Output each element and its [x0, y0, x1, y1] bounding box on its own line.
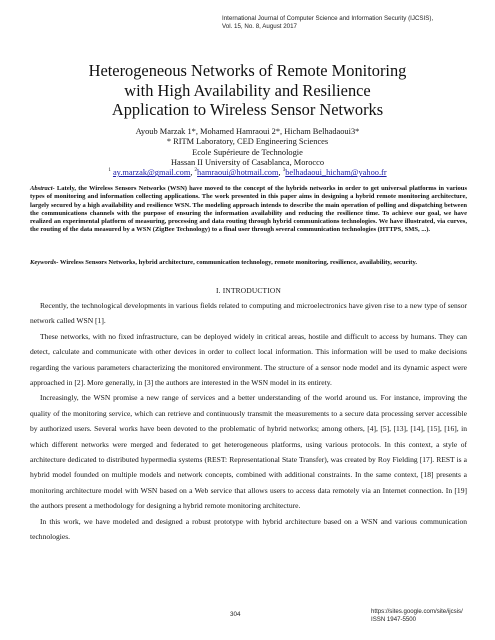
- email-sup-2: 2: [194, 168, 198, 174]
- title-line-2: with High Availability and Resilience: [124, 80, 371, 100]
- paragraph: These networks, with no fixed infrastructure, can be deployed widely in critical areas, hostile and difficult to access by humans. They can detect, calculate and communicate with other devices in order to collect local information. This information will be used to make decisions regarding the various parameters characterizing the monitored environment. The structure of a sensor node model and its dynamic aspect were approached in [2]. More generally, in [3] the authors are interested in the WSN model in its entirety.: [30, 331, 467, 388]
- email-sup-3: 3: [282, 168, 286, 174]
- abstract-text: Lately, the Wireless Sensors Networks (WSN) have moved to the concept of the hybrids networks in order to get universal platforms in various types of monitoring and information collecting applications. The work presented in this paper aims in designing a hybrid remote monitoring architecture, largely secured by a high availability and resilience WSN. The modeling approach intends to describe the main operation of polling and dispatching between the communications channels with the purpose of ensuring the information availability and reducing the resilience time. To achieve our goal, we have realized an experimental platform of measuring, processing and data routing through hybrid communications technologies. We have illustrated, via curves, the routing of the data measured by a WSN (ZigBee Technology) to a final user through several communication technologies (HTTPS, SMS, ...).: [30, 185, 467, 234]
- journal-header: [222, 15, 462, 31]
- keywords-label: Keywords-: [30, 259, 59, 266]
- paper-title: [40, 61, 455, 120]
- title-line-3: Application to Wireless Sensor Networks: [111, 100, 384, 119]
- email-link-2[interactable]: hamraoui@hotmail.com: [197, 168, 279, 178]
- email-link-3[interactable]: belhadaoui_hicham@yahoo.fr: [285, 168, 387, 178]
- abstract: [30, 185, 467, 235]
- footer-site: [371, 608, 481, 624]
- email-link-1[interactable]: ay.marzak@gmail.com: [112, 168, 191, 178]
- affiliation-lab: * RITM Laboratory, CED Engineering Sciences: [166, 137, 329, 147]
- section-heading-introduction: I. INTRODUCTION: [216, 286, 281, 295]
- journal-url[interactable]: https://sites.google.com/site/ijcsis/: [371, 608, 463, 615]
- author-emails: $^1$ ay.marzak@gmail.com, $^2$hamraoui@hotmail.com, $^3$belhadaoui_hicham@yahoo.fr: [108, 168, 387, 178]
- paragraph: Recently, the technological developments in various fields related to computing and microelectronics have given rise to a new type of sensor network called WSN [1].: [30, 301, 467, 326]
- paragraph: In this work, we have modeled and designed a robust prototype with hybrid architecture based on a WSN and various communication technologies.: [30, 516, 467, 542]
- keywords: [30, 259, 467, 267]
- affiliation-school: Ecole Supérieure de Technologie: [192, 147, 303, 157]
- affiliation-university: Hassan II University of Casablanca, Morocco: [170, 157, 325, 167]
- abstract-label: Abstract-: [30, 185, 55, 192]
- author-block: [40, 127, 455, 178]
- issn: ISSN 1947-5500: [371, 616, 417, 623]
- body-text: [30, 298, 467, 545]
- journal-name: International Journal of Computer Science and Information Security (IJCSIS),: [222, 15, 434, 22]
- email-sup-1: 1: [108, 168, 111, 174]
- paragraph: Increasingly, the WSN promise a new range of services and a better understanding of the world around us. For instance, improving the quality of the monitoring service, which can retrieve and continuously transmit the measurements to a secure data processing server accessible by authorized users. Several works have been devoted to the problematic of hybrid networks; among others, [4], [5], [13], [14], [15], [16], in which different networks were merged and federated to get heterogeneous platforms, using various protocols. In this context, a style of architecture dedicated to distributed hypermedia systems (REST: Representational State Transfer), was created by Roy Fielding [17]. REST is a hybrid model founded on multiple models and network concepts, combined with additional constraints. In the same context, [18] presents a monitoring architecture model with WSN based on a Web service that allows users to access data remotely via an Internet connection. In [19] the authors present a methodology for designing a hybrid remote monitoring architecture.: [30, 393, 467, 511]
- keywords-text: Wireless Sensors Networks, hybrid architecture, communication technology, remote monitoring, resilience, availability, security.: [58, 259, 418, 266]
- title-line-1: Heterogeneous Networks of Remote Monitoring: [88, 61, 407, 80]
- page-number: 304: [230, 611, 241, 618]
- journal-volume: Vol. 15, No. 8, August 2017: [222, 23, 297, 30]
- author-names: Ayoub Marzak 1*, Mohamed Hamraoui 2*, Hicham Belhadaoui3*: [135, 127, 360, 136]
